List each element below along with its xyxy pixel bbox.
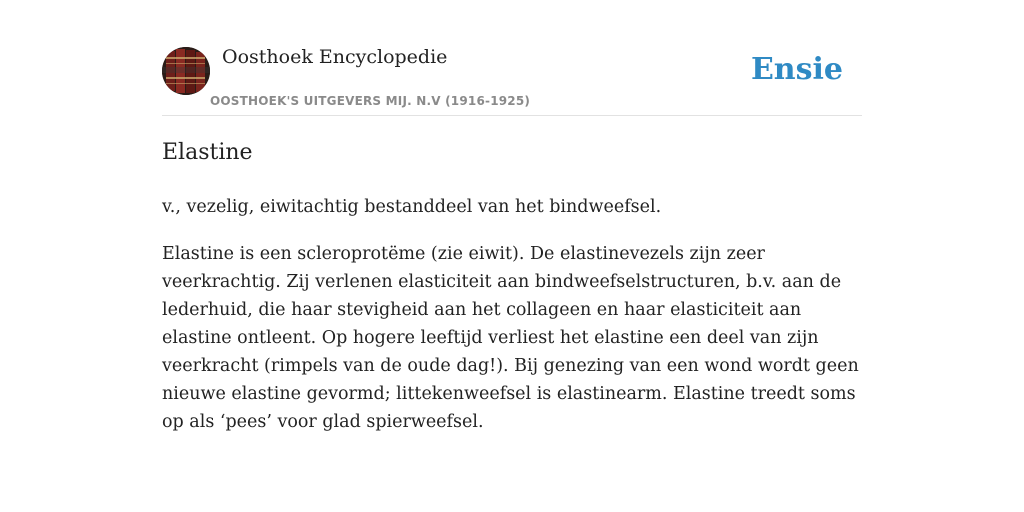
publisher-subtitle: OOSTHOEK'S UITGEVERS MIJ. N.V (1916-1925) <box>210 94 531 108</box>
header <box>162 46 862 116</box>
brand-logo-link[interactable]: Ensie <box>750 52 843 87</box>
entry-body: Elastine is een scleroprotëme (zie eiwit). De elastinevezels zijn zeer veerkrachtig. Zij verlenen elasticiteit aan bindweefselstructuren, b.v. aan de lederhuid, die haar stevigheid aan het collageen en haar elasticiteit aan elastine ontleent. Op hogere leeftijd verliest het elastine een deel van zijn veerkracht (rimpels van de oude dag!). Bij genezing van een wond wordt geen nieuwe elastine gevormd; littekenweefsel is elastinearm. Elastine treedt soms op als ‘pees’ voor glad spierweefsel. <box>162 244 859 432</box>
entry-definition: v., vezelig, eiwitachtig bestanddeel van het bindweefsel. <box>162 197 662 217</box>
entry-title: Elastine <box>162 140 253 165</box>
encyclopedia-books-icon[interactable] <box>162 47 210 95</box>
site-title[interactable]: Oosthoek Encyclopedie <box>222 46 448 68</box>
